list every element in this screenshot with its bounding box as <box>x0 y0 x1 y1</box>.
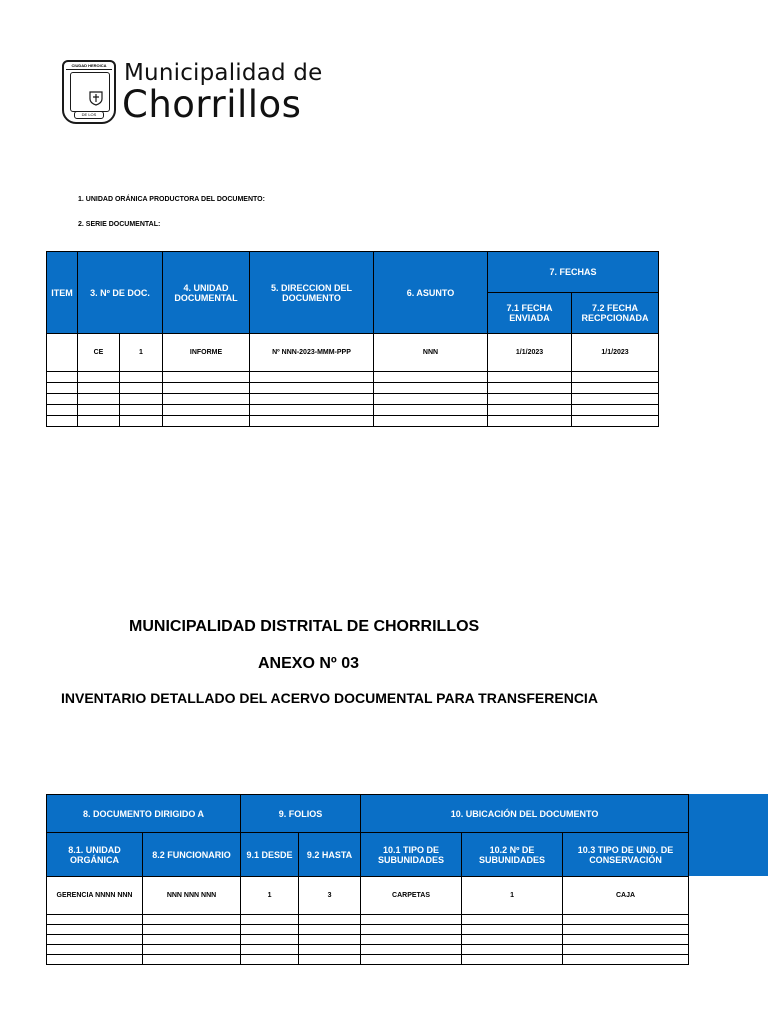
inventario-title: INVENTARIO DETALLADO DEL ACERVO DOCUMENTAL PARA TRANSFERENCIA <box>61 690 598 706</box>
municipality-logo <box>62 58 332 128</box>
header-hasta: 9.2 HASTA <box>299 833 361 877</box>
cell-asunto[interactable]: NNN <box>374 334 488 372</box>
header-funcionario: 8.2 FUNCIONARIO <box>143 833 241 877</box>
shield-icon <box>87 89 105 107</box>
table-row <box>47 383 659 394</box>
cell-hasta[interactable]: 3 <box>299 877 361 915</box>
header-unidad-documental: 4. UNIDAD DOCUMENTAL <box>163 252 250 334</box>
municipalidad-title: MUNICIPALIDAD DISTRITAL DE CHORRILLOS <box>129 618 480 635</box>
header-fecha-enviada: 7.1 FECHA ENVIADA <box>488 293 572 334</box>
table-row <box>47 935 689 945</box>
cell-unidad[interactable]: INFORME <box>163 334 250 372</box>
table-row <box>47 877 689 915</box>
table-row <box>47 372 659 383</box>
header-asunto: 6. ASUNTO <box>374 252 488 334</box>
header-direccion: 5. DIRECCION DEL DOCUMENTO <box>250 252 374 334</box>
cell-unidad-organica[interactable]: GERENCIA NNNN NNN <box>47 877 143 915</box>
documents-table <box>46 251 659 427</box>
cell-item[interactable] <box>47 334 78 372</box>
cell-fecha-recepcionada[interactable]: 1/1/2023 <box>572 334 659 372</box>
serie-documental-label: 2. SERIE DOCUMENTAL: <box>78 221 161 228</box>
header-fecha-recepcionada: 7.2 FECHA RECPCIONADA <box>572 293 659 334</box>
table-row <box>47 416 659 427</box>
municipal-seal-icon <box>62 60 116 124</box>
table-row <box>47 394 659 405</box>
header-item: ITEM <box>47 252 78 334</box>
logo-title-line2: Chorrillos <box>122 83 302 126</box>
cell-doc-number[interactable]: 1 <box>120 334 163 372</box>
header-nro-doc: 3. Nº DE DOC. <box>78 252 163 334</box>
seal-bottom-text: DE LOS <box>74 111 104 119</box>
logo-title-line1: Municipalidad de <box>124 60 323 86</box>
header-folios: 9. FOLIOS <box>241 795 361 833</box>
cell-direccion[interactable]: Nº NNN-2023-MMM-PPP <box>250 334 374 372</box>
cell-fecha-enviada[interactable]: 1/1/2023 <box>488 334 572 372</box>
header-desde: 9.1 DESDE <box>241 833 299 877</box>
unidad-organica-label: 1. UNIDAD ORÁNICA PRODUCTORA DEL DOCUMENTO: <box>78 196 265 203</box>
header-extension-block <box>686 794 768 876</box>
cell-nro-subunidades[interactable]: 1 <box>462 877 563 915</box>
header-unidad-organica: 8.1. UNIDAD ORGÁNICA <box>47 833 143 877</box>
table-row <box>47 945 689 955</box>
table-row <box>47 915 689 925</box>
seal-top-text: CIUDAD HEROICA <box>66 63 112 70</box>
cell-funcionario[interactable]: NNN NNN NNN <box>143 877 241 915</box>
cell-doc-type[interactable]: CE <box>78 334 120 372</box>
table-row <box>47 405 659 416</box>
anexo-title: ANEXO Nº 03 <box>258 655 359 672</box>
cell-desde[interactable]: 1 <box>241 877 299 915</box>
header-nro-subunidades: 10.2 Nº DE SUBUNIDADES <box>462 833 563 877</box>
header-tipo-conservacion: 10.3 TIPO DE UND. DE CONSERVACIÓN <box>563 833 689 877</box>
cell-tipo-subunidades[interactable]: CARPETAS <box>361 877 462 915</box>
header-ubicacion: 10. UBICACIÓN DEL DOCUMENTO <box>361 795 689 833</box>
header-tipo-subunidades: 10.1 TIPO DE SUBUNIDADES <box>361 833 462 877</box>
header-dirigido: 8. DOCUMENTO DIRIGIDO A <box>47 795 241 833</box>
location-table <box>46 794 689 965</box>
table-row <box>47 955 689 965</box>
header-fechas: 7. FECHAS <box>488 252 659 293</box>
table-row <box>47 925 689 935</box>
table-row <box>47 334 659 372</box>
cell-tipo-conservacion[interactable]: CAJA <box>563 877 689 915</box>
